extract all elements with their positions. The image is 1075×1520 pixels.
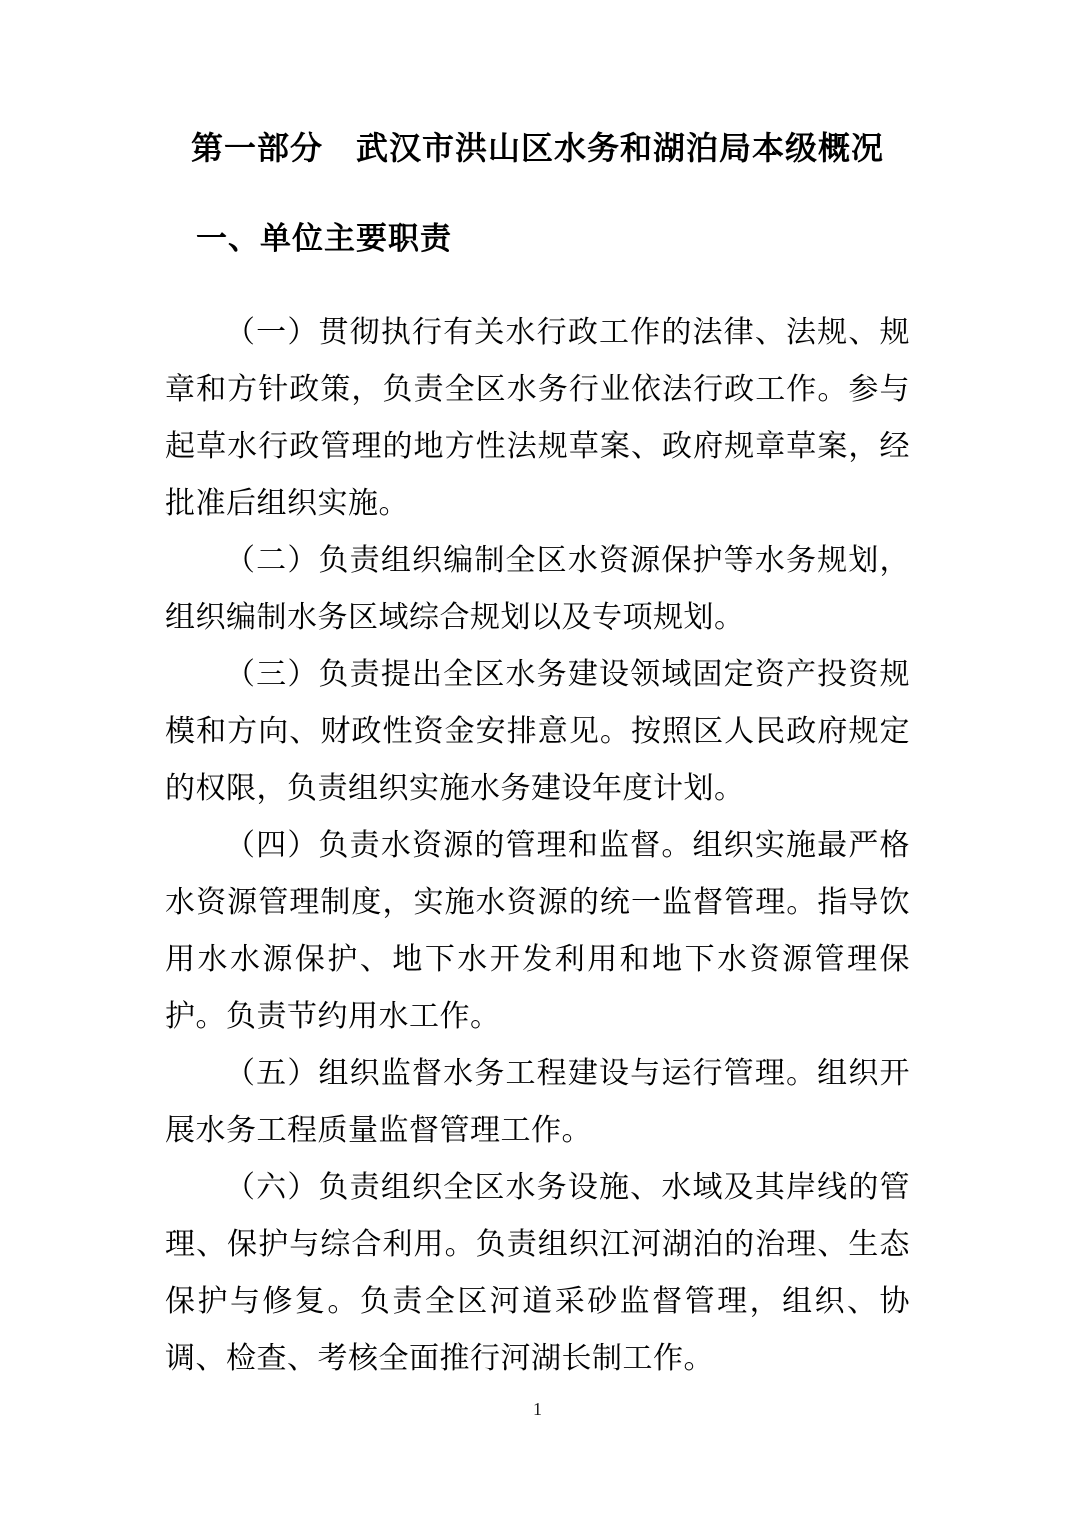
document-title: 第一部分 武汉市洪山区水务和湖泊局本级概况 xyxy=(190,130,884,166)
paragraph-2: （二）负责组织编制全区水资源保护等水务规划，组织编制水务区域综合规划以及专项规划。 xyxy=(165,543,910,635)
paragraph-1: （一）贯彻执行有关水行政工作的法律、法规、规章和方针政策，负责全区水务行业依法行政工作。参与起草水行政管理的地方性法规草案、政府规章草案，经批准后组织实施。 xyxy=(165,315,910,521)
paragraph-4: （四）负责水资源的管理和监督。组织实施最严格水资源管理制度，实施水资源的统一监督管理。指导饮用水水源保护、地下水开发利用和地下水资源管理保护。负责节约用水工作。 xyxy=(165,828,910,1034)
paragraph-5: （五）组织监督水务工程建设与运行管理。组织开展水务工程质量监督管理工作。 xyxy=(165,1056,910,1148)
paragraph-6: （六）负责组织全区水务设施、水域及其岸线的管理、保护与综合利用。负责组织江河湖泊的治理、生态保护与修复。负责全区河道采砂监督管理，组织、协调、检查、考核全面推行河湖长制工作。 xyxy=(165,1170,910,1376)
paragraph-3: （三）负责提出全区水务建设领域固定资产投资规模和方向、财政性资金安排意见。按照区人民政府规定的权限，负责组织实施水务建设年度计划。 xyxy=(165,657,910,806)
document-body xyxy=(165,304,910,1387)
page-number: 1 xyxy=(533,1399,542,1419)
section-heading: 一、单位主要职责 xyxy=(196,221,452,256)
